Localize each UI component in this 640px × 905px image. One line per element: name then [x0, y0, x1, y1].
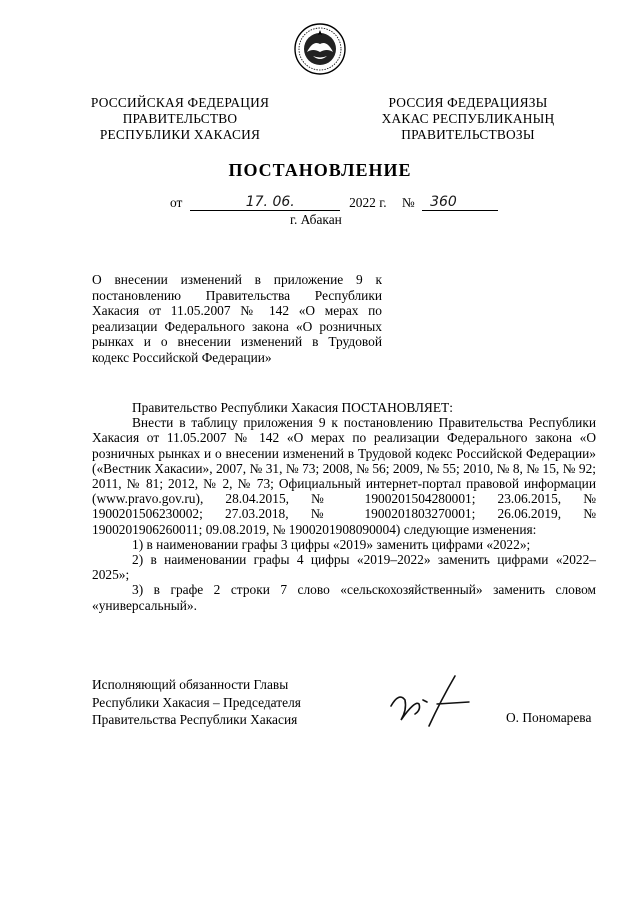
header-left-line: РЕСПУБЛИКИ ХАКАСИЯ	[99, 127, 261, 142]
signer-name: О. Пономарева	[506, 710, 592, 725]
body-block	[92, 400, 596, 613]
handwritten-number: 360	[430, 194, 457, 210]
signature-title-line: Исполняющий обязанности Главы	[92, 677, 289, 692]
change-item: 1) в наименовании графы 3 цифры «2019» заменить цифрами «2022»;	[132, 536, 531, 552]
signature-title-line: Республики Хакасия – Председателя	[92, 694, 301, 710]
city-label: г. Абакан	[290, 212, 342, 227]
from-label: от	[170, 195, 183, 210]
header-right-line: ХАКАС РЕСПУБЛИКАНЫҢ	[381, 111, 555, 126]
header-left-block	[80, 95, 280, 143]
header-left-line: РОССИЙСКАЯ ФЕДЕРАЦИЯ	[90, 95, 270, 110]
preamble: Правительство Республики Хакасия ПОСТАНОВЛЯЕТ:	[132, 400, 453, 415]
number-field	[422, 196, 498, 211]
subject-text: О внесении изменений в приложение 9 к постановлению Правительства Республики Хакасия от 11.05.2007 № 142 «О мерах по реализации Федерального закона «О розничных рынках и о внесении изменений в Трудовой кодекс Российской Федерации»	[92, 272, 382, 365]
document-title: ПОСТАНОВЛЕНИЕ	[228, 160, 412, 180]
number-label: №	[401, 195, 415, 210]
header-left-line: ПРАВИТЕЛЬСТВО	[122, 111, 238, 126]
header-right-line: ПРАВИТЕЛЬСТВОЗЫ	[401, 127, 535, 142]
date-number-line	[170, 195, 498, 211]
header-right-line: РОССИЯ ФЕДЕРАЦИЯЗЫ	[388, 95, 548, 110]
header-right-block	[368, 95, 568, 143]
year-text: 2022 г.	[349, 195, 387, 210]
coat-of-arms-emblem	[293, 22, 347, 76]
main-paragraph: Внести в таблицу приложения 9 к постановлению Правительства Республики Хакасия от 11.05.2007 № 142 «О мерах по реализации Федерального закона «О розничных рынках и о внесении изменений в Трудовой кодекс Российской Федерации» («Вестник Хакасии», 2007, № 31, № 73; 2008, № 56; 2009, № 55; 2010, № 8, № 15, № 92; 2011, № 81; 2012, № 2, № 73; Официальный интернет-портал правовой информации (www.pravo.gov.ru), 28.04.2015, № 1900201504280001; 23.06.2015, № 1900201506230002; 27.03.2018, № 1900201803270001; 26.06.2019, № 1900201906260011; 09.08.2019, № 1900201908090004) следующие изменения:	[92, 415, 596, 537]
date-field	[190, 196, 340, 211]
signature-title-block	[92, 676, 301, 729]
handwritten-date: 17. 06.	[245, 194, 295, 210]
signature-title-line: Правительства Республики Хакасия	[92, 712, 298, 727]
change-item: 3) в графе 2 строки 7 слово «сельскохозяйственный» заменить словом «универсальный».	[92, 582, 596, 613]
handwritten-signature	[385, 670, 475, 730]
subject-block	[92, 272, 382, 366]
change-item: 2) в наименовании графы 4 цифры «2019–2022» заменить цифрами «2022–2025»;	[92, 552, 596, 583]
